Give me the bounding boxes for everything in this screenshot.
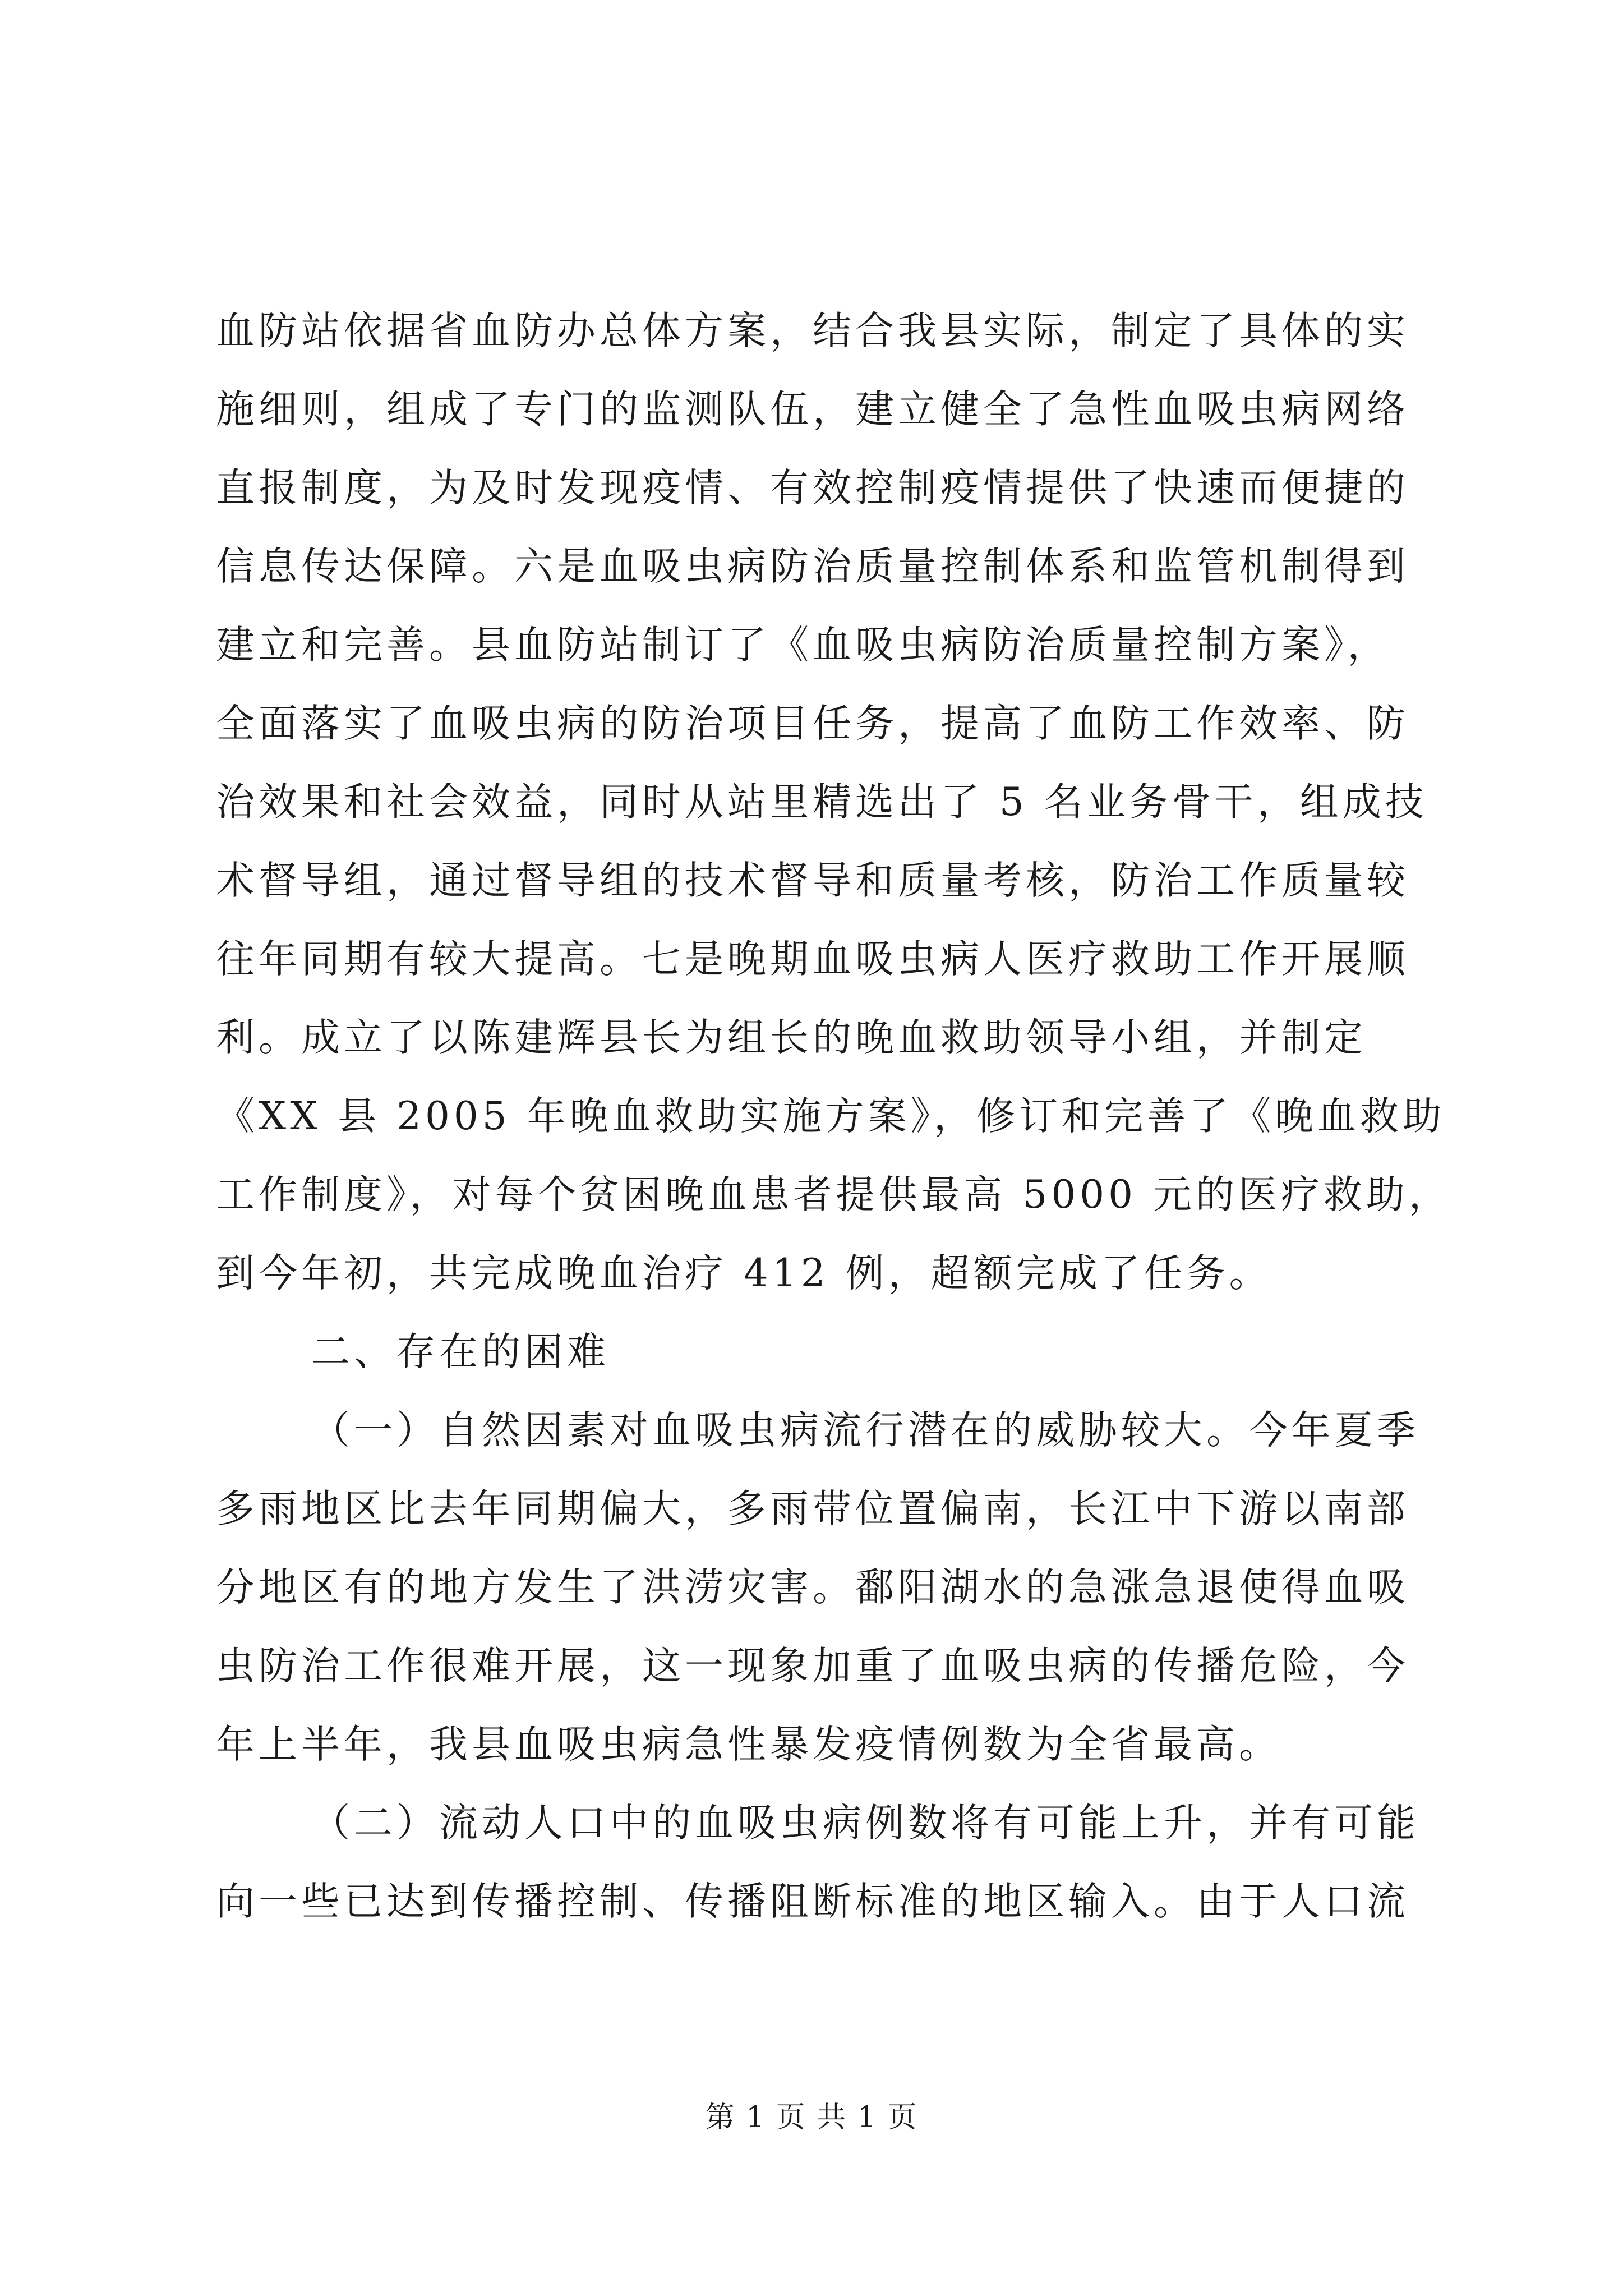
- text-line: 《XX 县 2005 年晚血救助实施方案》，修订和完善了《晚血救助: [216, 1094, 1446, 1139]
- text-line: 往年同期有较大提高。七是晚期血吸虫病人医疗救助工作开展顺: [216, 937, 1409, 982]
- text-line: 工作制度》，对每个贫困晚血患者提供最高 5000 元的医疗救助，: [216, 1172, 1451, 1217]
- paragraph-first-line: （一）自然因素对血吸虫病流行潜在的威胁较大。今年夏季: [311, 1408, 1419, 1453]
- text-line: 术督导组，通过督导组的技术督导和质量考核，防治工作质量较: [216, 858, 1409, 903]
- text-line: 施细则，组成了专门的监测队伍，建立健全了急性血吸虫病网络: [216, 387, 1409, 432]
- text-line: 利。成立了以陈建辉县长为组长的晚血救助领导小组，并制定: [216, 1015, 1367, 1060]
- section-heading: 二、存在的困难: [311, 1329, 610, 1374]
- text-line: 全面落实了血吸虫病的防治项目任务，提高了血防工作效率、防: [216, 701, 1409, 746]
- text-line: 信息传达保障。六是血吸虫病防治质量控制体系和监管机制得到: [216, 544, 1409, 589]
- text-line: 血防站依据省血防办总体方案，结合我县实际，制定了具体的实: [216, 309, 1409, 353]
- text-line: 治效果和社会效益，同时从站里精选出了 5 名业务骨干，组成技: [216, 780, 1428, 825]
- text-line: 向一些已达到传播控制、传播阻断标准的地区输入。由于人口流: [216, 1879, 1409, 1924]
- text-line: 到今年初，共完成晚血治疗 412 例，超额完成了任务。: [216, 1251, 1272, 1296]
- page-footer: 第 1 页 共 1 页: [705, 2101, 918, 2134]
- paragraph-first-line: （二）流动人口中的血吸虫病例数将有可能上升，并有可能: [311, 1801, 1419, 1846]
- text-line: 年上半年，我县血吸虫病急性暴发疫情例数为全省最高。: [216, 1722, 1281, 1767]
- text-line: 多雨地区比去年同期偏大，多雨带位置偏南，长江中下游以南部: [216, 1487, 1409, 1531]
- text-line: 分地区有的地方发生了洪涝灾害。鄱阳湖水的急涨急退使得血吸: [216, 1565, 1409, 1610]
- text-line: 建立和完善。县血防站制订了《血吸虫病防治质量控制方案》，: [216, 623, 1390, 668]
- body-text: [216, 292, 1451, 1941]
- text-line: 虫防治工作很难开展，这一现象加重了血吸虫病的传播危险，今: [216, 1644, 1409, 1688]
- text-line: 直报制度，为及时发现疫情、有效控制疫情提供了快速而便捷的: [216, 466, 1409, 510]
